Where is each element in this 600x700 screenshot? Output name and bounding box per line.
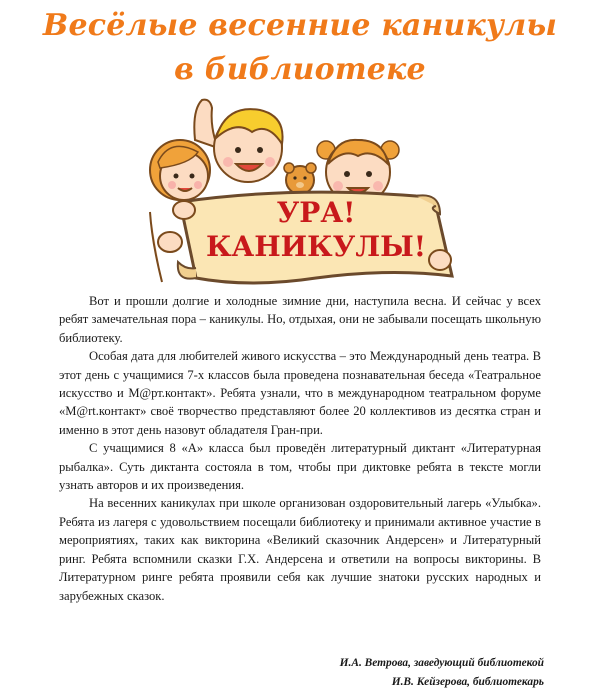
page-title	[0, 4, 600, 92]
banner-line-1: УРА!	[276, 196, 356, 229]
signature-2: И.В. Кейзерова, библиотекарь	[391, 676, 544, 688]
paragraph-3: С учащимися 8 «А» класса был проведён литературный диктант «Литературная рыбалка». Суть диктанта состояла в том, чтобы при диктовке ребята в тексте могли узнать авторов и их произведения.	[59, 441, 541, 493]
signature-1: И.А. Ветрова, заведующий библиотекой	[339, 657, 544, 669]
banner-line-2: КАНИКУЛЫ!	[205, 230, 427, 263]
banner-text	[186, 196, 446, 264]
paragraph-2: Особая дата для любителей живого искусства – это Международный день театра. В этот день с учащимися 7-х классов была проведена познавательная беседа «Театральное искусство и М@рт.контакт». Ребята узнали, что в международном театральном форуме «М@rt.контакт» своё творчество представляют более 20 коллективов из десятка стран и именно в этот день назовут обладателя Гран-при.	[59, 349, 541, 437]
paragraph-1: Вот и прошли долгие и холодные зимние дни, наступила весна. И сейчас у всех ребят замечательная пора – каникулы. Но, отдыхая, они не забывали посещать школьную библиотеку.	[59, 294, 541, 345]
paragraph-4: На весенних каникулах при школе организован оздоровительный лагерь «Улыбка». Ребята из лагеря с удовольствием посещали библиотеку и принимали активное участие в мероприятиях, таких как викторина «Великий сказочник Андерсен» и Литературный ринг. Ребята вспомнили сказки Г.Х. Андерсена и ответили на вопросы викторины. В Литературном ринге ребята проявили себя как лучшие знатоки русских народных и зарубежных сказок.	[59, 496, 541, 603]
teddy-bear	[284, 163, 316, 194]
title-line-1: Весёлые весенние каникулы	[42, 8, 558, 43]
article-body	[59, 292, 541, 605]
title-line-2: в библиотеке	[174, 52, 426, 87]
signatures	[340, 654, 544, 692]
